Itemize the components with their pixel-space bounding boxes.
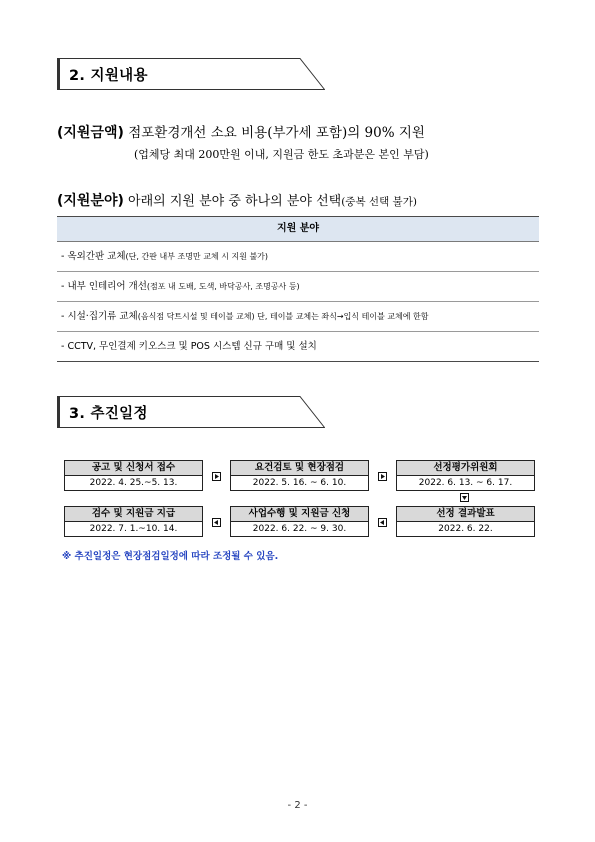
step-date: 2022. 6. 13. ~ 6. 17.	[418, 478, 513, 488]
schedule-step-6	[64, 506, 203, 537]
arrow-left-icon	[378, 518, 387, 527]
schedule-note: ※ 추진일정은 현장점검일정에 따라 조정될 수 있음.	[62, 551, 279, 562]
schedule-step-3	[396, 460, 535, 491]
table-row	[57, 242, 539, 272]
step-date: 2022. 5. 16. ~ 6. 10.	[252, 478, 347, 488]
field-line	[57, 190, 417, 210]
step-title: 사업수행 및 지원금 신청	[231, 507, 368, 522]
step-title: 검수 및 지원금 지급	[65, 507, 202, 522]
arrow-down-icon	[460, 493, 469, 502]
step-title: 요건검토 및 현장점검	[231, 461, 368, 476]
schedule-step-4	[396, 506, 535, 537]
table-row	[57, 302, 539, 332]
table-row-main: - 옥외간판 교체	[61, 251, 126, 262]
arrow-right-icon	[378, 472, 387, 481]
support-field-table	[57, 216, 539, 362]
table-row-note: (점포 내 도배, 도색, 바닥공사, 조명공사 등)	[146, 282, 300, 291]
table-row-main: - CCTV, 무인결제 키오스크 및 POS 시스템 신규 구매 및 설치	[61, 341, 317, 352]
step-title: 선정 결과발표	[397, 507, 534, 522]
page-number: - 2 -	[287, 800, 308, 811]
field-label: (지원분야)	[57, 193, 124, 209]
step-date: 2022. 6. 22. ~ 9. 30.	[252, 524, 347, 534]
table-row-note: (음식점 닥트시설 및 테이블 교체) 단, 테이블 교체는 좌식→입식 테이블 교체에 한함	[137, 312, 429, 321]
schedule-step-5	[230, 506, 369, 537]
table-row-note: (단, 간판 내부 조명만 교체 시 지원 불가)	[125, 252, 269, 261]
field-text: 아래의 지원 분야 중 하나의 분야 선택	[123, 194, 342, 209]
step-title: 공고 및 신청서 접수	[65, 461, 202, 476]
table-row	[57, 272, 539, 302]
step-date: 2022. 4. 25.~5. 13.	[89, 478, 178, 488]
section-3-title: 3. 추진일정	[69, 406, 148, 422]
table-row	[57, 332, 539, 362]
table-row-main: - 내부 인테리어 개선	[61, 281, 147, 292]
step-date: 2022. 6. 22.	[438, 524, 493, 534]
amount-line	[57, 121, 425, 142]
step-date: 2022. 7. 1.~10. 14.	[89, 524, 178, 534]
section-3-header	[57, 396, 325, 428]
arrow-left-icon	[212, 518, 221, 527]
step-title: 선정평가위원회	[397, 461, 534, 476]
table-row-main: - 시설·집기류 교체	[61, 311, 138, 322]
schedule-step-2	[230, 460, 369, 491]
section-2-header	[57, 58, 325, 90]
field-text-note: (중복 선택 불가)	[341, 196, 417, 208]
table-header: 지원 분야	[57, 216, 539, 242]
section-2-title: 2. 지원내용	[69, 68, 148, 84]
amount-label: (지원금액)	[57, 125, 124, 141]
arrow-right-icon	[212, 472, 221, 481]
schedule-step-1	[64, 460, 203, 491]
amount-text: 점포환경개선 소요 비용(부가세 포함)의 90% 지원	[123, 125, 425, 141]
amount-note: (업체당 최대 200만원 이내, 지원금 한도 초과분은 본인 부담)	[134, 148, 429, 161]
